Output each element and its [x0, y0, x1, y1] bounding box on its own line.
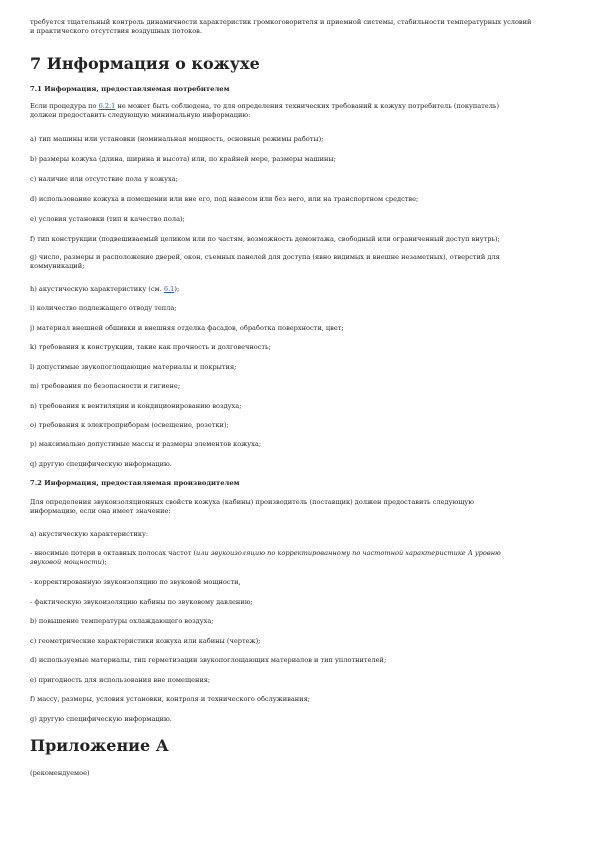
appendix-note: (рекомендуемое) [30, 769, 90, 777]
mfr-dash-2: - корректированную звукоизоляцию по звуковой мощности, [30, 578, 241, 586]
list-item-c: с) наличие или отсутствие пола у кожуха; [30, 175, 178, 183]
mfr-item-b: b) повышение температуры охлаждающего воздуха; [30, 617, 214, 625]
mfr-dash-1-line-1 [30, 549, 575, 558]
mfr-item-c: с) геометрические характеристики кожуха или кабины (чертеж); [30, 637, 261, 645]
list-item-b: b) размеры кожуха (длина, ширина и высота) или, по крайней мере, размеры машины; [30, 155, 336, 163]
list-item-n: n) требования к вентиляции и кондиционированию воздуха; [30, 402, 242, 410]
list-item-o: o) требования к электроприборам (освещение, розетки); [30, 421, 229, 429]
dash-1-text: - вносимые потери в октавных полосах частот ( [30, 549, 197, 557]
link-6-2-1[interactable]: 6.2.1 [98, 102, 116, 110]
mfr-item-d: d) используемые материалы, тип герметизации звукопоглощающих материалов и тип уплотнителей; [30, 656, 387, 664]
dash-1-close: ); [101, 558, 107, 566]
mfr-dash-3: - фактическую звукоизоляцию кабины по звуковому давлению; [30, 598, 253, 606]
list-item-g-line-2: коммуникаций; [30, 262, 85, 270]
section-7-2-heading: 7.2 Информация, предоставляемая производителем [30, 479, 240, 487]
list-item-l: l) допустимые звукопоглощающие материалы и покрытия; [30, 363, 237, 371]
list-item-q: q) другую специфическую информацию. [30, 460, 172, 468]
dash-1-italic-end: звуковой мощности [30, 558, 102, 566]
list-item-m: m) требования по безопасности и гигиене; [30, 382, 181, 390]
appendix-heading: Приложение А [30, 736, 169, 755]
list-item-i: i) количество подлежащего отводу тепла; [30, 304, 177, 312]
s71-intro-text-a: Если процедура по [30, 102, 99, 110]
intro-line-1: требуется тщательный контроль динамичности характеристик громкоговорителя и приемной системы, стабильности температурных условий [30, 18, 532, 26]
item-h-text-a: h) акустическую характеристику (см. [30, 285, 164, 293]
item-h-text-b: ); [174, 285, 180, 293]
section-7-1-heading: 7.1 Информация, предоставляемая потребителем [30, 85, 230, 93]
mfr-dash-1-line-2 [30, 558, 575, 567]
mfr-item-a: а) акустическую характеристику: [30, 530, 149, 538]
link-6-1[interactable]: 6.1 [163, 285, 175, 293]
list-item-p: p) максимально допустимые массы и размеры элементов кожуха; [30, 440, 262, 448]
list-item-f: f) тип конструкции (подвешиваемый целиком или по частям, возможность демонтажа, свободный или ограниченный доступ внутрь); [30, 235, 500, 243]
list-item-k: k) требования к конструкции, такие как прочность и долговечность; [30, 343, 271, 351]
list-item-e: e) условия установки (тип и качество пола); [30, 215, 185, 223]
s71-intro-line-1 [30, 102, 575, 111]
mfr-item-g: g) другую специфическую информацию. [30, 715, 172, 723]
intro-line-2: и практического отсутствия воздушных потоков. [30, 27, 202, 35]
list-item-a: а) тип машины или установки (номинальная мощность, основные режимы работы); [30, 135, 324, 143]
s72-intro-line-1: Для определения звукоизоляционных свойств кожуха (кабины) производитель (поставщик) должен предоставить следующую [30, 498, 474, 506]
list-item-h [30, 285, 575, 294]
list-item-d: d) использование кожуха в помещении или вне его, под навесом или без него, или на транспортном средстве; [30, 195, 419, 203]
s71-intro-line-2: должен предоставить следующую минимальную информацию: [30, 111, 251, 119]
mfr-item-e: е) пригодность для использования вне помещения; [30, 676, 211, 684]
section-7-heading: 7 Информация о кожухе [30, 54, 260, 73]
dash-1-italic: или звукоизоляцию по корректированному по частотной характеристике А уровню [196, 549, 501, 557]
list-item-g-line-1: g) число, размеры и расположение дверей, окон, съемных панелей для доступа (явно видимых и внешне незаметных), отверстий для [30, 253, 500, 261]
mfr-item-f: f) массу, размеры, условия установки, контроля и технического обслуживания; [30, 695, 310, 703]
list-item-j: j) материал внешней обшивки и внешняя отделка фасадов, обработка поверхности, цвет; [30, 324, 344, 332]
s71-intro-text-b: не может быть соблюдена, то для определения технических требований к кожуху потребитель (покупатель) [115, 102, 500, 110]
s72-intro-line-2: информацию, если она имеет значение: [30, 507, 171, 515]
